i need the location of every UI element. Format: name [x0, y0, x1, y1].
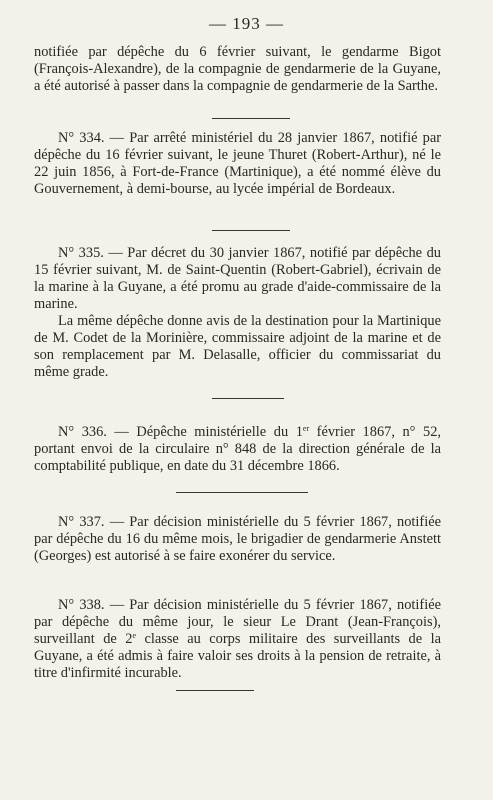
superscript-e: e	[132, 631, 136, 640]
separator-rule	[212, 230, 290, 231]
paragraph-336	[34, 424, 441, 475]
paragraph-338-text-end: classe au corps militaire des surveillants de la Guyane, a été admis à faire valoir ses droits à la pension de retraite, à titre d'infirmité incurable.	[34, 631, 441, 681]
paragraph-336-text-start: N° 336. — Dépêche ministérielle du 1	[58, 424, 303, 440]
page-number-header: — 193 —	[209, 14, 284, 33]
paragraph-338-text-start: N° 338. — Par décision ministérielle du 5 février 1867, notifiée par dépêche du même jour, le sieur Le Drant (Jean-François), surveillant de 2	[34, 597, 441, 647]
paragraph-337: N° 337. — Par décision ministérielle du 5 février 1867, notifiée par dépêche du 16 du même mois, le brigadier de gendarmerie Anstett (Georges) est autorisé à se faire exonérer du service.	[34, 514, 441, 564]
paragraph-338	[34, 597, 441, 682]
separator-rule	[176, 492, 308, 493]
paragraph-335-continuation: La même dépêche donne avis de la destination pour la Martinique de M. Codet de la Morinière, commissaire adjoint de la marine et de son remplacement par M. Delasalle, officier du commissariat du même grade.	[34, 313, 441, 380]
superscript-er: er	[302, 424, 310, 433]
paragraph-335: N° 335. — Par décret du 30 janvier 1867, notifié par dépêche du 15 février suivant, M. de Saint-Quentin (Robert-Gabriel), écrivain de la marine à la Guyane, a été promu au grade d'aide-commissaire de la marine.	[34, 245, 441, 312]
separator-rule	[212, 118, 290, 119]
paragraph-intro: notifiée par dépêche du 6 février suivant, le gendarme Bigot (François-Alexandre), de la compagnie de gendarmerie de la Guyane, a été autorisé à passer dans la compagnie de gendarmerie de la Sarthe.	[34, 44, 441, 94]
paragraph-336-text-end: février 1867, n° 52, portant envoi de la circulaire n° 848 de la direction générale de la comptabilité publique, en date du 31 décembre 1866.	[34, 424, 441, 474]
separator-rule	[176, 690, 254, 691]
separator-rule	[212, 398, 284, 399]
paragraph-334: N° 334. — Par arrêté ministériel du 28 janvier 1867, notifié par dépêche du 16 février suivant, le jeune Thuret (Robert-Arthur), né le 22 juin 1856, à Fort-de-France (Martinique), a été nommé élève du Gouvernement, à demi-bourse, au lycée impérial de Bordeaux.	[34, 130, 441, 197]
